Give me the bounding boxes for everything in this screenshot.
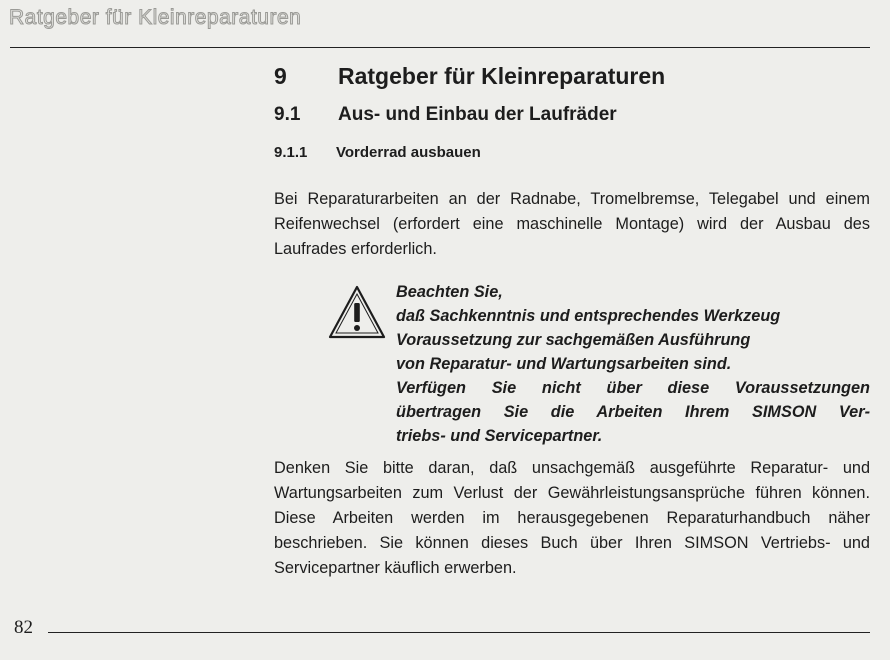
running-header: Ratgeber für Kleinreparaturen <box>9 6 302 29</box>
warning-notice <box>396 280 870 448</box>
section-title: Aus- und Einbau der Laufräder <box>338 104 617 125</box>
section-heading <box>274 104 617 126</box>
warning-triangle-icon <box>326 283 388 341</box>
warning-line: Voraussetzung zur sachgemäßen Ausführung <box>396 331 751 349</box>
chapter-title: Ratgeber für Kleinreparaturen <box>338 63 666 89</box>
subsection-heading <box>274 144 481 161</box>
subsection-number: 9.1.1 <box>274 144 308 161</box>
warning-line: daß Sachkenntnis und entsprechendes Werkzeug <box>396 307 781 325</box>
chapter-heading <box>274 63 665 90</box>
section-number: 9.1 <box>274 104 301 125</box>
footer-rule <box>48 632 870 633</box>
intro-paragraph: Bei Reparaturarbeiten an der Radnabe, Tromelbremse, Telegabel und einem Reifenwechsel (erfordert eine maschinelle Montage) wird der Ausbau des Laufrades erforderlich. <box>274 190 870 258</box>
warning-line: übertragen Sie die Arbeiten Ihrem SIMSON Ver- <box>396 403 870 421</box>
warning-line: Verfügen Sie nicht über diese Voraussetzungen <box>396 379 870 397</box>
subsection-title: Vorderrad ausbauen <box>336 144 481 161</box>
chapter-number: 9 <box>274 63 287 89</box>
warranty-paragraph: Denken Sie bitte daran, daß unsachgemäß ausgeführte Reparatur- und Wartungsarbeiten zum Verlust der Gewährleistungsansprüche führen können. Diese Arbeiten werden im herausgegebenen Reparaturhandbuch näher beschrieben. Sie können dieses Buch über Ihren SIMSON Vertriebs- und Servicepartner käuflich erwerben. <box>274 459 870 577</box>
warning-line: triebs- und Servicepartner. <box>396 427 603 445</box>
page-number: 82 <box>14 617 33 638</box>
warning-line: Beachten Sie, <box>396 283 503 301</box>
warning-line: von Reparatur- und Wartungsarbeiten sind. <box>396 355 732 373</box>
header-rule <box>10 47 870 48</box>
